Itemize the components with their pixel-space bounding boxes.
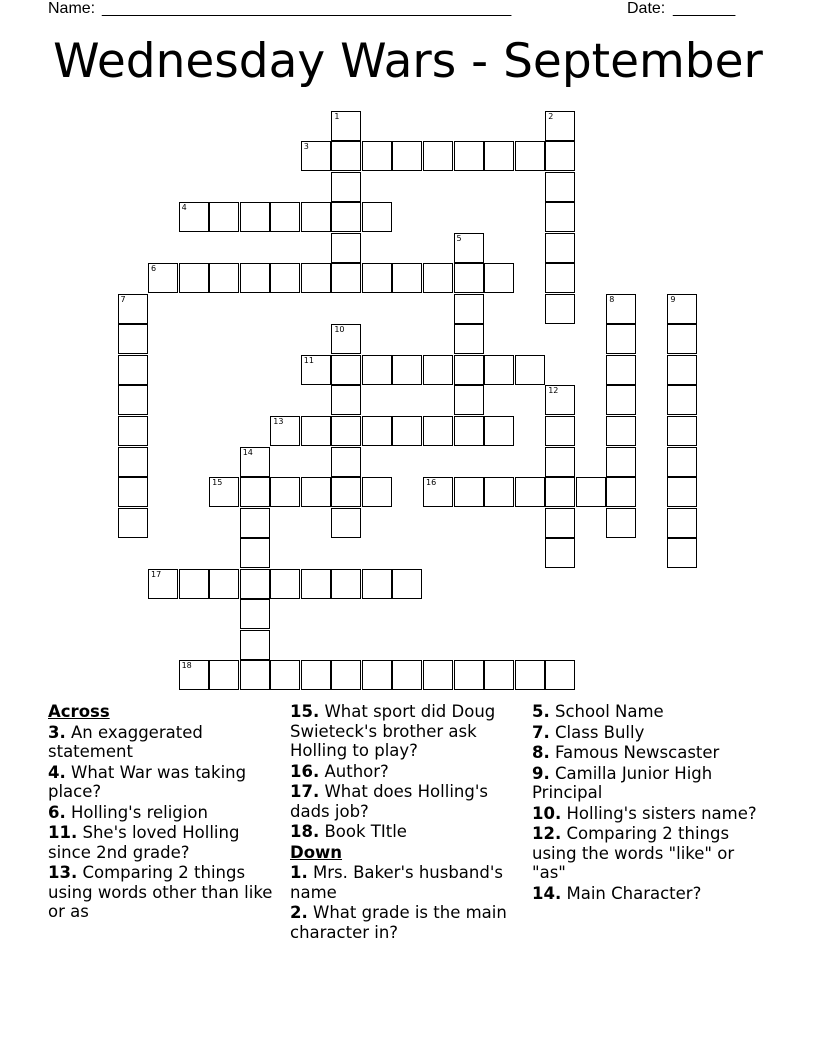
clue-number: 4 <box>181 203 187 213</box>
crossword-cell[interactable] <box>545 263 575 293</box>
name-label: Name: <box>48 0 96 17</box>
crossword-cell[interactable] <box>240 202 270 232</box>
crossword-cell[interactable] <box>667 447 697 477</box>
clue-down-14: 14. Main Character? <box>532 883 702 903</box>
crossword-cell[interactable] <box>301 263 331 293</box>
puzzle-title: Wednesday Wars - September <box>53 34 763 89</box>
clue-across-13: 13. Comparing 2 things using words other than like or as <box>48 863 273 921</box>
crossword-cell[interactable] <box>545 172 575 202</box>
crossword-cell[interactable] <box>484 355 514 385</box>
crossword-cell[interactable] <box>118 447 148 477</box>
crossword-cell[interactable] <box>331 141 361 171</box>
crossword-cell[interactable] <box>209 202 239 232</box>
crossword-cell[interactable] <box>331 233 361 263</box>
crossword-cell[interactable] <box>148 569 178 599</box>
clue-number: 14 <box>242 447 253 457</box>
crossword-cell[interactable] <box>301 202 331 232</box>
crossword-cell[interactable] <box>240 569 270 599</box>
crossword-cell[interactable] <box>545 385 575 415</box>
crossword-cell[interactable] <box>484 263 514 293</box>
crossword-cell[interactable] <box>423 416 453 446</box>
crossword-cell[interactable] <box>209 477 239 507</box>
crossword-cell[interactable] <box>454 263 484 293</box>
crossword-cell[interactable] <box>545 202 575 232</box>
crossword-cell[interactable] <box>331 477 361 507</box>
crossword-cell[interactable] <box>545 477 575 507</box>
crossword-cell[interactable] <box>454 324 484 354</box>
crossword-cell[interactable] <box>331 202 361 232</box>
clue-number: 7 <box>120 294 126 304</box>
clue-number: 18 <box>181 661 192 671</box>
crossword-cell[interactable] <box>301 569 331 599</box>
clue-down-2: 2. What grade is the main character in? <box>290 903 507 942</box>
crossword-cell[interactable] <box>454 141 484 171</box>
crossword-cell[interactable] <box>331 385 361 415</box>
crossword-cell[interactable] <box>362 416 392 446</box>
crossword-cell[interactable] <box>423 355 453 385</box>
crossword-cell[interactable] <box>606 447 636 477</box>
crossword-cell[interactable] <box>667 477 697 507</box>
crossword-cell[interactable] <box>331 355 361 385</box>
crossword-cell[interactable] <box>392 569 422 599</box>
clue-across-3: 3. An exaggerated statement <box>48 722 203 761</box>
crossword-cell[interactable] <box>454 294 484 324</box>
crossword-cell[interactable] <box>667 416 697 446</box>
crossword-cell[interactable] <box>270 660 300 690</box>
clue-number: 8 <box>609 294 615 304</box>
crossword-cell[interactable] <box>545 141 575 171</box>
crossword-cell[interactable] <box>331 416 361 446</box>
crossword-cell[interactable] <box>331 447 361 477</box>
crossword-cell[interactable] <box>545 660 575 690</box>
crossword-cell[interactable] <box>362 202 392 232</box>
crossword-cell[interactable] <box>240 477 270 507</box>
clue-number: 15 <box>212 478 223 488</box>
crossword-cell[interactable] <box>362 263 392 293</box>
crossword-cell[interactable] <box>667 294 697 324</box>
clue-across-4: 4. What War was taking place? <box>48 762 247 801</box>
crossword-cell[interactable] <box>331 172 361 202</box>
crossword-cell[interactable] <box>331 660 361 690</box>
crossword-cell[interactable] <box>240 660 270 690</box>
clue-number: 9 <box>670 294 676 304</box>
clue-down-7: 7. Class Bully <box>532 722 645 742</box>
crossword-cell[interactable] <box>454 385 484 415</box>
crossword-cell[interactable] <box>331 111 361 141</box>
clue-number: 17 <box>151 569 162 579</box>
crossword-cell[interactable] <box>179 660 209 690</box>
crossword-cell[interactable] <box>362 141 392 171</box>
crossword-cell[interactable] <box>209 660 239 690</box>
clue-down-12: 12. Comparing 2 things using the words "like" or "as" <box>532 824 735 882</box>
clue-down-9: 9. Camilla Junior High Principal <box>532 763 713 802</box>
clue-number: 11 <box>303 355 314 365</box>
crossword-cell[interactable] <box>454 660 484 690</box>
crossword-cell[interactable] <box>148 263 178 293</box>
crossword-cell[interactable] <box>301 477 331 507</box>
crossword-cell[interactable] <box>545 111 575 141</box>
crossword-cell[interactable] <box>606 355 636 385</box>
clues-column-3 <box>532 702 768 904</box>
date-label: Date: <box>627 0 666 17</box>
crossword-cell[interactable] <box>667 355 697 385</box>
clue-down-10: 10. Holling's sisters name? <box>532 803 757 823</box>
crossword-cell[interactable] <box>545 538 575 568</box>
date-field[interactable]: _______ <box>673 0 736 17</box>
crossword-cell[interactable] <box>454 355 484 385</box>
crossword-cell[interactable] <box>515 477 545 507</box>
crossword-cell[interactable] <box>118 385 148 415</box>
crossword-cell[interactable] <box>118 355 148 385</box>
crossword-cell[interactable] <box>301 416 331 446</box>
crossword-cell[interactable] <box>392 263 422 293</box>
crossword-cell[interactable] <box>362 569 392 599</box>
crossword-cell[interactable] <box>240 263 270 293</box>
crossword-cell[interactable] <box>240 630 270 660</box>
clue-number: 3 <box>303 142 309 152</box>
crossword-cell[interactable] <box>545 508 575 538</box>
crossword-cell[interactable] <box>118 508 148 538</box>
crossword-cell[interactable] <box>301 141 331 171</box>
clue-down-8: 8. Famous Newscaster <box>532 743 720 762</box>
down-heading: Down <box>290 842 343 862</box>
crossword-cell[interactable] <box>454 233 484 263</box>
clue-down-5: 5. School Name <box>532 702 664 721</box>
crossword-cell[interactable] <box>606 294 636 324</box>
crossword-cell[interactable] <box>576 477 606 507</box>
crossword-cell[interactable] <box>606 385 636 415</box>
crossword-cell[interactable] <box>392 141 422 171</box>
clue-number: 2 <box>548 111 554 121</box>
crossword-cell[interactable] <box>301 355 331 385</box>
clue-across-18: 18. Book TItle <box>290 822 407 841</box>
crossword-cell[interactable] <box>118 477 148 507</box>
crossword-cell[interactable] <box>606 324 636 354</box>
crossword-cell[interactable] <box>484 660 514 690</box>
crossword-cell[interactable] <box>392 660 422 690</box>
clue-number: 6 <box>151 264 157 274</box>
crossword-cell[interactable] <box>545 447 575 477</box>
crossword-cell[interactable] <box>454 416 484 446</box>
crossword-cell[interactable] <box>118 324 148 354</box>
crossword-cell[interactable] <box>209 569 239 599</box>
crossword-cell[interactable] <box>362 355 392 385</box>
crossword-cell[interactable] <box>515 141 545 171</box>
crossword-cell[interactable] <box>606 477 636 507</box>
crossword-cell[interactable] <box>667 324 697 354</box>
crossword-cell[interactable] <box>392 416 422 446</box>
clue-across-15: 15. What sport did Doug Swieteck's brother ask Holling to play? <box>290 702 496 760</box>
crossword-cell[interactable] <box>270 263 300 293</box>
crossword-cell[interactable] <box>545 416 575 446</box>
crossword-cell[interactable] <box>392 355 422 385</box>
crossword-cell[interactable] <box>423 660 453 690</box>
clue-number: 1 <box>334 111 340 121</box>
crossword-cell[interactable] <box>515 355 545 385</box>
crossword-cell[interactable] <box>515 660 545 690</box>
across-heading: Across <box>48 702 110 721</box>
crossword-cell[interactable] <box>331 324 361 354</box>
crossword-cell[interactable] <box>545 294 575 324</box>
crossword-cell[interactable] <box>270 416 300 446</box>
clue-down-1: 1. Mrs. Baker's husband's name <box>290 863 503 902</box>
crossword-cell[interactable] <box>362 477 392 507</box>
crossword-cell[interactable] <box>301 660 331 690</box>
crossword-cell[interactable] <box>331 508 361 538</box>
crossword-cell[interactable] <box>270 202 300 232</box>
clues-column-2 <box>290 702 516 943</box>
crossword-cell[interactable] <box>484 141 514 171</box>
crossword-cell[interactable] <box>606 416 636 446</box>
crossword-cell[interactable] <box>270 477 300 507</box>
crossword-cell[interactable] <box>209 263 239 293</box>
crossword-cell[interactable] <box>240 508 270 538</box>
crossword-cell[interactable] <box>362 660 392 690</box>
crossword-cell[interactable] <box>179 202 209 232</box>
crossword-cell[interactable] <box>270 569 300 599</box>
name-field[interactable]: ______________________________________________ <box>102 0 512 17</box>
crossword-cell[interactable] <box>423 477 453 507</box>
crossword-cell[interactable] <box>484 477 514 507</box>
clue-number: 5 <box>456 233 462 243</box>
crossword-cell[interactable] <box>179 263 209 293</box>
crossword-cell[interactable] <box>118 416 148 446</box>
clue-across-17: 17. What does Holling's dads job? <box>290 782 488 821</box>
clues-column-1 <box>48 702 274 923</box>
clue-across-11: 11. She's loved Holling since 2nd grade? <box>48 823 240 862</box>
crossword-cell[interactable] <box>240 538 270 568</box>
crossword-cell[interactable] <box>331 569 361 599</box>
crossword-cell[interactable] <box>423 263 453 293</box>
clue-number: 13 <box>273 417 284 426</box>
clue-number: 12 <box>548 386 559 396</box>
crossword-cell[interactable] <box>484 416 514 446</box>
crossword-cell[interactable] <box>423 141 453 171</box>
crossword-cell[interactable] <box>240 447 270 477</box>
clue-across-16: 16. Author? <box>290 761 389 781</box>
crossword-cell[interactable] <box>331 263 361 293</box>
crossword-cell[interactable] <box>545 233 575 263</box>
crossword-cell[interactable] <box>667 538 697 568</box>
clue-across-6: 6. Holling's religion <box>48 802 208 822</box>
crossword-cell[interactable] <box>606 508 636 538</box>
clue-number: 16 <box>426 478 437 488</box>
crossword-cell[interactable] <box>667 385 697 415</box>
crossword-cell[interactable] <box>454 477 484 507</box>
crossword-cell[interactable] <box>118 294 148 324</box>
crossword-cell[interactable] <box>240 599 270 629</box>
crossword-cell[interactable] <box>667 508 697 538</box>
crossword-cell[interactable] <box>179 569 209 599</box>
clue-number: 10 <box>334 325 345 335</box>
